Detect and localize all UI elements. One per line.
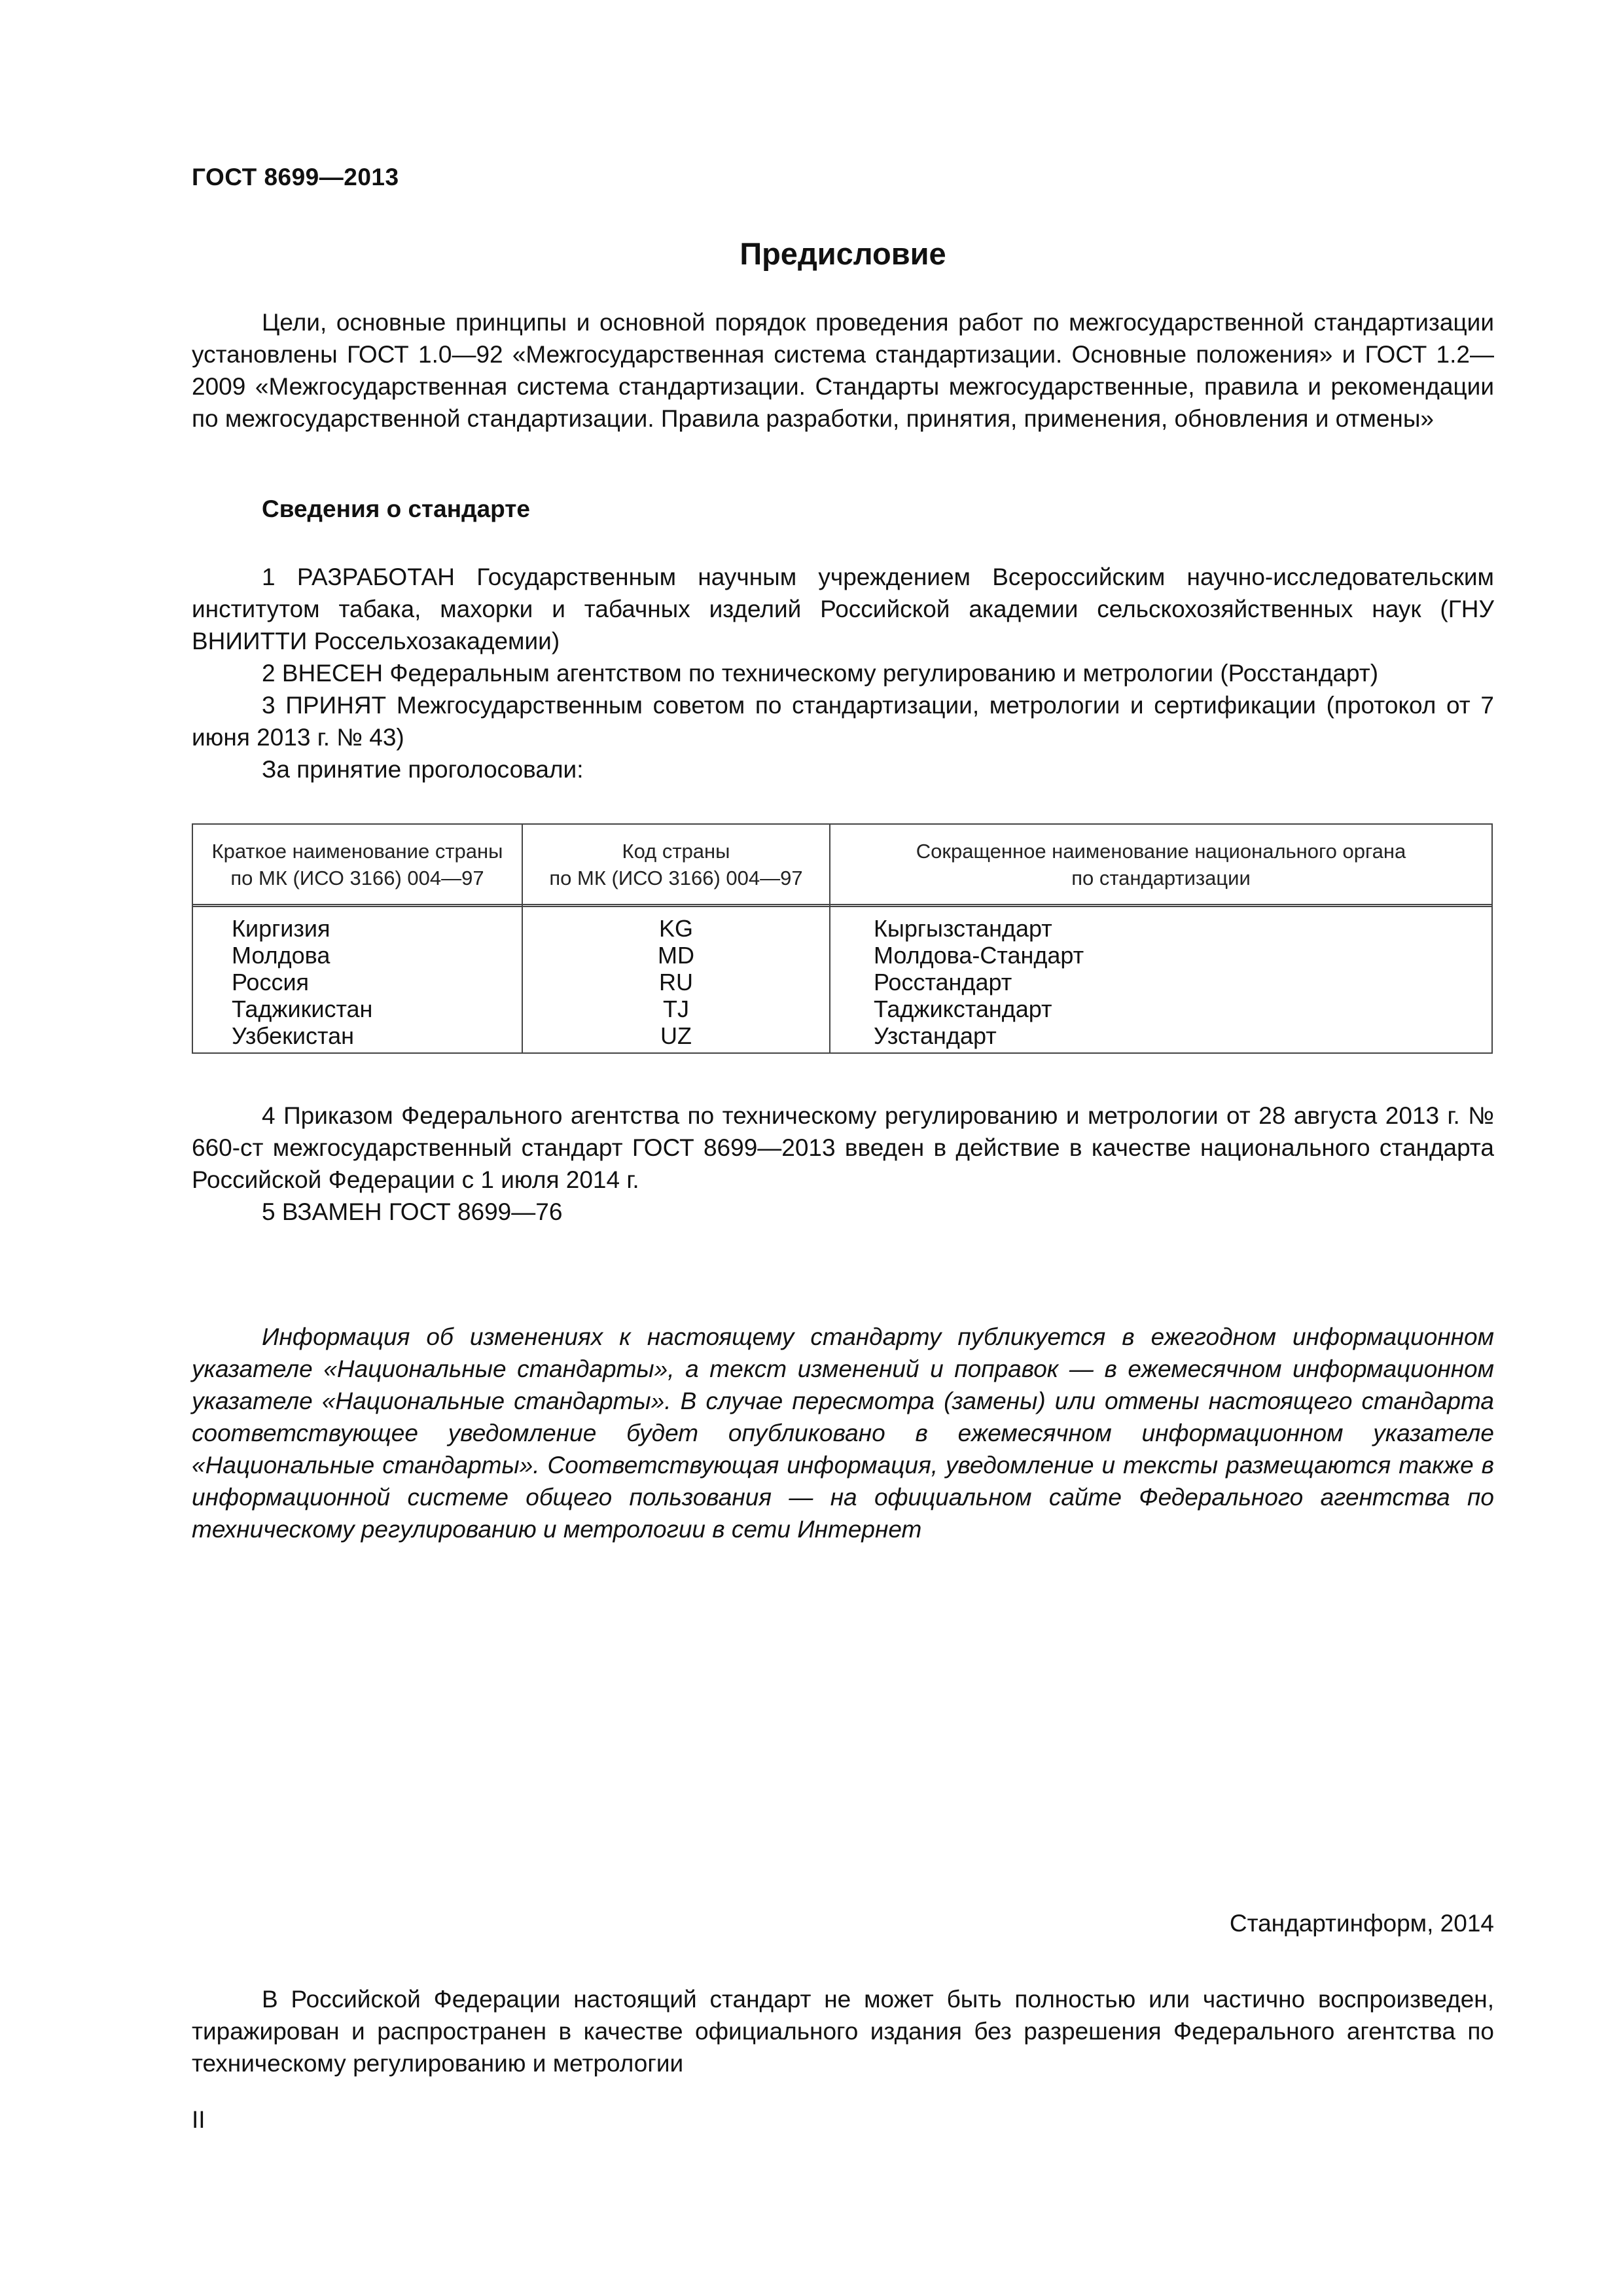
- table-cell: Россия: [232, 969, 310, 996]
- item-adopted: 3 ПРИНЯТ Межгосударственным советом по стандартизации, метрологии и сертификации (протокол от 7 июня 2013 г. № 43): [192, 692, 1494, 751]
- item-developed: 1 РАЗРАБОТАН Государственным научным учреждением Всероссийским научно-исследовательским институтом табака, махорки и табачных изделий Российской академии сельскохозяйственных наук (ГНУ ВНИИТТИ Россельхозакадемии): [192, 564, 1494, 655]
- enforcement-section: [192, 1100, 1494, 1228]
- table-cell: RU: [659, 969, 693, 996]
- column-country-names: [232, 915, 520, 1049]
- table-cell: Таджикистан: [232, 996, 373, 1022]
- section-heading: Сведения о стандарте: [262, 495, 530, 522]
- header-country-code: Код страны по МК (ИСО 3166) 004—97: [549, 840, 803, 889]
- item-replaces: 5 ВЗАМЕН ГОСТ 8699—76: [262, 1198, 563, 1225]
- table-cell: Молдова: [232, 942, 330, 969]
- table-cell: Кыргызстандарт: [874, 915, 1052, 942]
- copyright-paragraph: В Российской Федерации настоящий стандарт не может быть полностью или частично воспроизведен, тиражирован и распространен в качестве официального издания без разрешения Федерального агентства по техническому регулированию и метрологии: [192, 1986, 1494, 2077]
- publisher-line: Стандартинформ, 2014: [1229, 1910, 1494, 1937]
- page-title: Предисловие: [740, 236, 946, 271]
- changes-info-section: [192, 1321, 1494, 1545]
- page-number: II: [192, 2106, 205, 2133]
- column-national-bodies: [874, 915, 1489, 1049]
- table-cell: Росстандарт: [874, 969, 1012, 996]
- column-divider: [829, 825, 830, 1052]
- table-cell: MD: [658, 942, 694, 969]
- voting-table: [192, 823, 1493, 1054]
- table-cell: Узстандарт: [874, 1022, 997, 1049]
- table-header-row: [193, 825, 1491, 907]
- header-national-body: Сокращенное наименование национального органа по стандартизации: [916, 840, 1406, 889]
- vote-intro: За принятие проголосовали:: [262, 756, 584, 783]
- item-enacted: 4 Приказом Федерального агентства по техническому регулированию и метрологии от 28 августа 2013 г. № 660-ст межгосударственный стандарт ГОСТ 8699—2013 введен в действие в качестве национального стандарта Российской Федерации с 1 июля 2014 г.: [192, 1102, 1494, 1193]
- column-country-codes: [523, 915, 829, 1049]
- changes-info-paragraph: Информация об изменениях к настоящему стандарту публикуется в ежегодном информационном указателе «Национальные стандарты», а текст изменений и поправок — в ежемесячном информационном указателе «Национальные стандарты». В случае пересмотра (замены) или отмены настоящего стандарта соответствующее уведомление будет опубликовано в ежемесячном информационном указателе «Национальные стандарты». Соответствующая информация, уведомление и тексты размещаются также в информационной системе общего пользования — на официальном сайте Федерального агентства по техническому регулированию и метрологии в сети Интернет: [192, 1323, 1494, 1543]
- document-code: ГОСТ 8699—2013: [192, 164, 399, 190]
- intro-paragraph: Цели, основные принципы и основной порядок проведения работ по межгосударственной стандартизации установлены ГОСТ 1.0—92 «Межгосударственная система стандартизации. Основные положения» и ГОСТ 1.2—2009 «Межгосударственная система стандартизации. Стандарты межгосударственные, правила и рекомендации по межгосударственной стандартизации. Правила разработки, принятия, применения, обновления и отмены»: [192, 309, 1494, 432]
- intro-section: [192, 306, 1494, 435]
- table-cell: Узбекистан: [232, 1022, 355, 1049]
- item-submitted: 2 ВНЕСЕН Федеральным агентством по техническому регулированию и метрологии (Росстандарт): [262, 660, 1379, 687]
- table-cell: KG: [658, 915, 693, 942]
- table-cell: Таджикстандарт: [874, 996, 1052, 1022]
- table-cell: TJ: [663, 996, 689, 1022]
- header-country-name: Краткое наименование страны по МК (ИСО 3166) 004—97: [211, 840, 503, 889]
- copyright-section: [192, 1983, 1494, 2079]
- table-cell: Киргизия: [232, 915, 330, 942]
- standard-info-section: [192, 561, 1494, 785]
- table-cell: UZ: [660, 1022, 692, 1049]
- table-cell: Молдова-Стандарт: [874, 942, 1084, 969]
